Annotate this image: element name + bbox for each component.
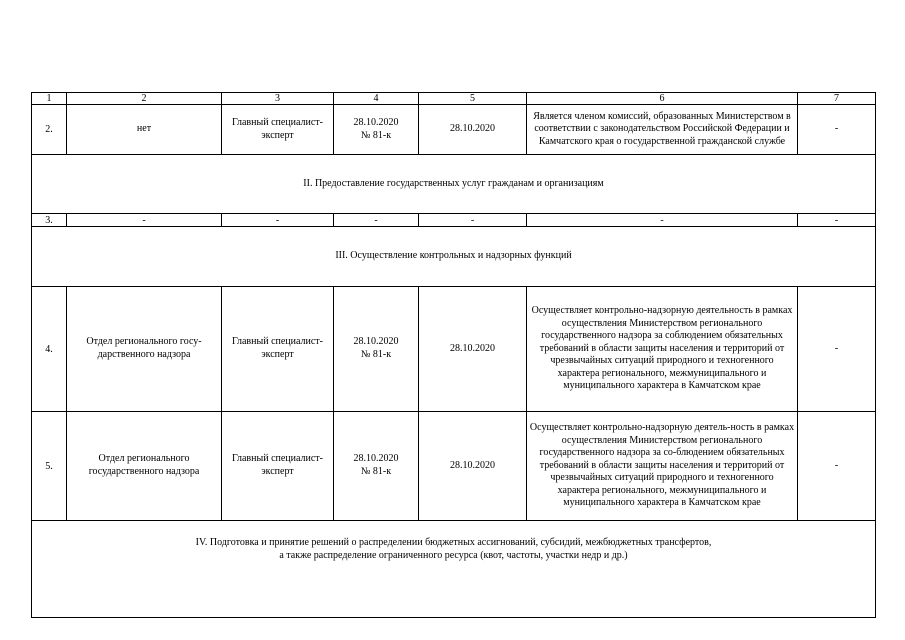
order-date: 28.10.2020 xyxy=(353,453,399,465)
date-cell: 28.10.2020 xyxy=(419,412,527,521)
header-cell-7: 7 xyxy=(798,93,876,105)
position-cell: - xyxy=(222,214,334,227)
department-cell: Отдел регионального госу-дарственного надзора xyxy=(67,287,222,412)
header-cell-4: 4 xyxy=(334,93,419,105)
section-title-line: IV. Подготовка и принятие решений о распределении бюджетных ассигнований, субсидий, межбюджетных трансфертов, xyxy=(195,537,712,548)
section-row xyxy=(32,227,876,287)
table-row xyxy=(32,214,876,227)
department-cell: Отдел регионального государственного надзора xyxy=(67,412,222,521)
order-number: № 81-к xyxy=(360,466,392,477)
header-cell-3: 3 xyxy=(222,93,334,105)
order-number: № 81-к xyxy=(360,129,392,141)
section-row xyxy=(32,155,876,214)
row-number: 5. xyxy=(32,412,67,521)
section-title-control: III. Осуществление контрольных и надзорных функций xyxy=(32,227,876,287)
note-cell: - xyxy=(798,287,876,412)
section-row xyxy=(32,521,876,618)
department-cell: нет xyxy=(67,105,222,155)
order-number: № 81-к xyxy=(360,349,392,360)
position-cell: Главный специалист-эксперт xyxy=(222,287,334,412)
date-cell: 28.10.2020 xyxy=(419,287,527,412)
row-number: 4. xyxy=(32,287,67,412)
order-cell xyxy=(334,105,419,155)
position-cell: Главный специалист-эксперт xyxy=(222,105,334,155)
date-cell: - xyxy=(419,214,527,227)
order-cell xyxy=(334,412,419,521)
table-row xyxy=(32,287,876,412)
section-title-services: II. Предоставление государственных услуг гражданам и организациям xyxy=(32,155,876,214)
section-title-line: а также распределение ограниченного ресурса (квот, частоты, участки недр и др.) xyxy=(279,549,628,561)
row-number: 2. xyxy=(32,105,67,155)
functions-cell: Осуществляет контрольно-надзорную деятельность в рамках осуществления Министерством регионального государственного надзора за соблюдением обязательных требований в области защиты населения и территорий от чрезвычайных ситуаций природного и техногенного характера регионального, межмуниципального и муниципального характера в Камчатском крае xyxy=(527,287,798,412)
header-cell-1: 1 xyxy=(32,93,67,105)
functions-cell: Является членом комиссий, образованных Министерством в соответствии с законодательством Российской Федерации и Камчатского края о государственной гражданской службе xyxy=(527,105,798,155)
note-cell: - xyxy=(798,214,876,227)
header-cell-6: 6 xyxy=(527,93,798,105)
table-row xyxy=(32,412,876,521)
section-title-budget xyxy=(32,521,876,618)
header-cell-2: 2 xyxy=(67,93,222,105)
order-date: 28.10.2020 xyxy=(353,336,399,348)
date-cell: 28.10.2020 xyxy=(419,105,527,155)
position-cell: Главный специалист-эксперт xyxy=(222,412,334,521)
order-cell: - xyxy=(334,214,419,227)
order-cell xyxy=(334,287,419,412)
department-cell: - xyxy=(67,214,222,227)
functions-cell: Осуществляет контрольно-надзорную деятель-ность в рамках осуществления Министерством регионального государственного надзора за со-блюдением обязательных требований в области защиты населения и территорий от чрезвычайных ситуаций природного и техногенного характера регионального, межмуниципального и муниципального характера в Камчатском крае xyxy=(527,412,798,521)
header-row xyxy=(32,93,876,105)
header-cell-5: 5 xyxy=(419,93,527,105)
table-row xyxy=(32,105,876,155)
order-date: 28.10.2020 xyxy=(353,116,399,128)
row-number: 3. xyxy=(32,214,67,227)
note-cell: - xyxy=(798,412,876,521)
functions-cell: - xyxy=(527,214,798,227)
note-cell: - xyxy=(798,105,876,155)
positions-table xyxy=(31,92,876,618)
